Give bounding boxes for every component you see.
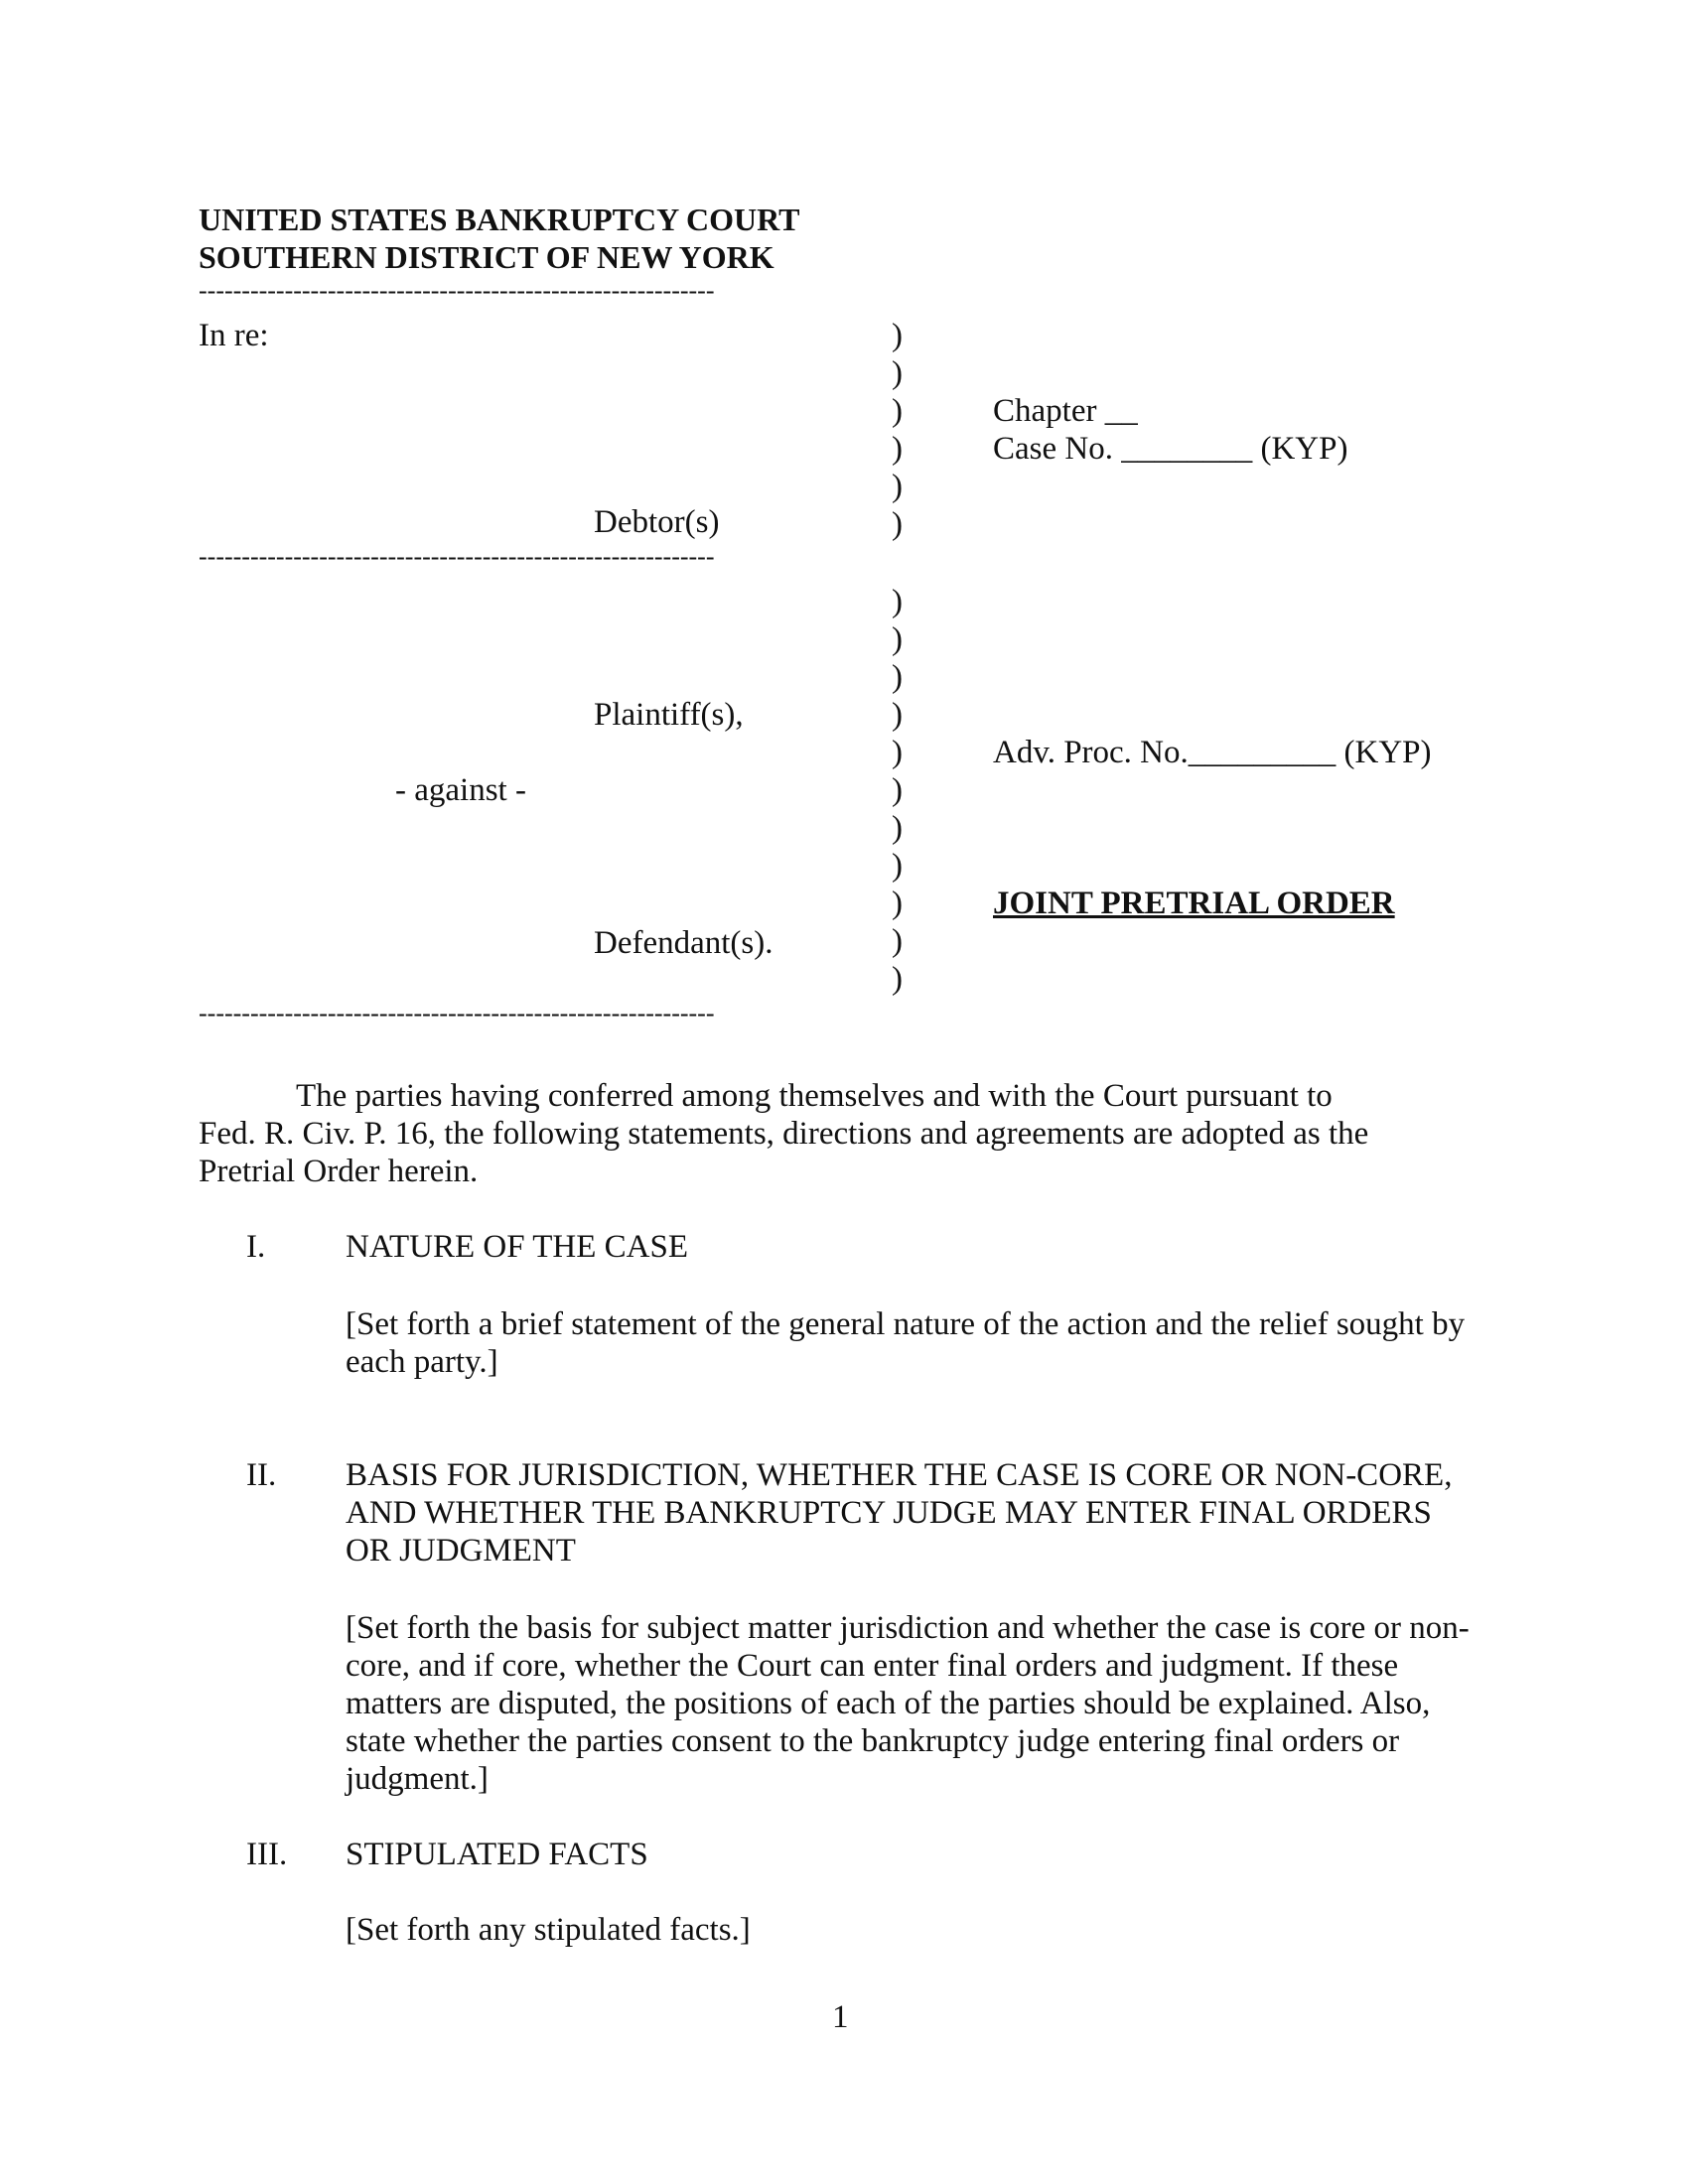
section-body-line: [Set forth any stipulated facts.] <box>346 1912 751 1948</box>
section-body-line: matters are disputed, the positions of each of the parties should be explained. Also, <box>346 1686 1431 1721</box>
caption-paren: ) <box>892 659 903 695</box>
caption-paren: ) <box>892 848 903 884</box>
section-number: I. <box>246 1229 266 1265</box>
caption-paren: ) <box>892 584 903 619</box>
caption-paren: ) <box>892 961 903 997</box>
section-heading: NATURE OF THE CASE <box>346 1229 689 1265</box>
caption-paren: ) <box>892 431 903 467</box>
plaintiff-label: Plaintiff(s), <box>594 697 744 733</box>
caption-paren: ) <box>892 697 903 733</box>
caption-paren: ) <box>892 772 903 808</box>
caption-paren: ) <box>892 355 903 391</box>
caption-paren: ) <box>892 469 903 504</box>
court-name-line1: UNITED STATES BANKRUPTCY COURT <box>199 202 800 237</box>
section-body-line: each party.] <box>346 1344 498 1380</box>
section-body-line: state whether the parties consent to the bankruptcy judge entering final orders or <box>346 1723 1400 1759</box>
section-body-line: [Set forth a brief statement of the general nature of the action and the relief sought by <box>346 1306 1466 1342</box>
caption-paren: ) <box>892 735 903 770</box>
case-number-field: Case No. ________ (KYP) <box>993 431 1348 467</box>
caption-paren: ) <box>892 621 903 657</box>
caption-paren: ) <box>892 393 903 429</box>
court-name-line2: SOUTHERN DISTRICT OF NEW YORK <box>199 239 774 275</box>
section-heading: BASIS FOR JURISDICTION, WHETHER THE CASE IS CORE OR NON-CORE, <box>346 1457 1453 1493</box>
section-body-line: judgment.] <box>346 1761 489 1797</box>
intro-line-1: The parties having conferred among themselves and with the Court pursuant to <box>296 1078 1333 1114</box>
caption-paren: ) <box>892 506 903 542</box>
caption-paren: ) <box>892 318 903 353</box>
chapter-field: Chapter __ <box>993 393 1138 429</box>
in-re-label: In re: <box>199 318 269 353</box>
caption-divider-middle: ------------------------------------------------------------ <box>199 542 715 571</box>
caption-divider-top: ------------------------------------------------------------ <box>199 276 715 305</box>
section-number: III. <box>246 1837 288 1872</box>
document-title: JOINT PRETRIAL ORDER <box>993 886 1395 921</box>
caption-divider-bottom: ------------------------------------------------------------ <box>199 999 715 1027</box>
adversary-proceeding-number: Adv. Proc. No._________ (KYP) <box>993 735 1432 770</box>
page-number: 1 <box>832 1999 849 2035</box>
section-body-line: [Set forth the basis for subject matter jurisdiction and whether the case is core or non- <box>346 1610 1470 1646</box>
against-label: - against - <box>395 772 526 808</box>
intro-line-2: Fed. R. Civ. P. 16, the following statements, directions and agreements are adopted as the <box>199 1116 1369 1152</box>
defendant-label: Defendant(s). <box>594 925 774 961</box>
debtor-label: Debtor(s) <box>594 504 720 540</box>
intro-line-3: Pretrial Order herein. <box>199 1154 479 1189</box>
caption-paren: ) <box>892 923 903 959</box>
caption-paren: ) <box>892 886 903 921</box>
caption-paren: ) <box>892 810 903 846</box>
section-heading: OR JUDGMENT <box>346 1533 576 1569</box>
section-body-line: core, and if core, whether the Court can enter final orders and judgment. If these <box>346 1648 1399 1684</box>
section-heading: AND WHETHER THE BANKRUPTCY JUDGE MAY ENTER FINAL ORDERS <box>346 1495 1432 1531</box>
section-heading: STIPULATED FACTS <box>346 1837 648 1872</box>
section-number: II. <box>246 1457 277 1493</box>
